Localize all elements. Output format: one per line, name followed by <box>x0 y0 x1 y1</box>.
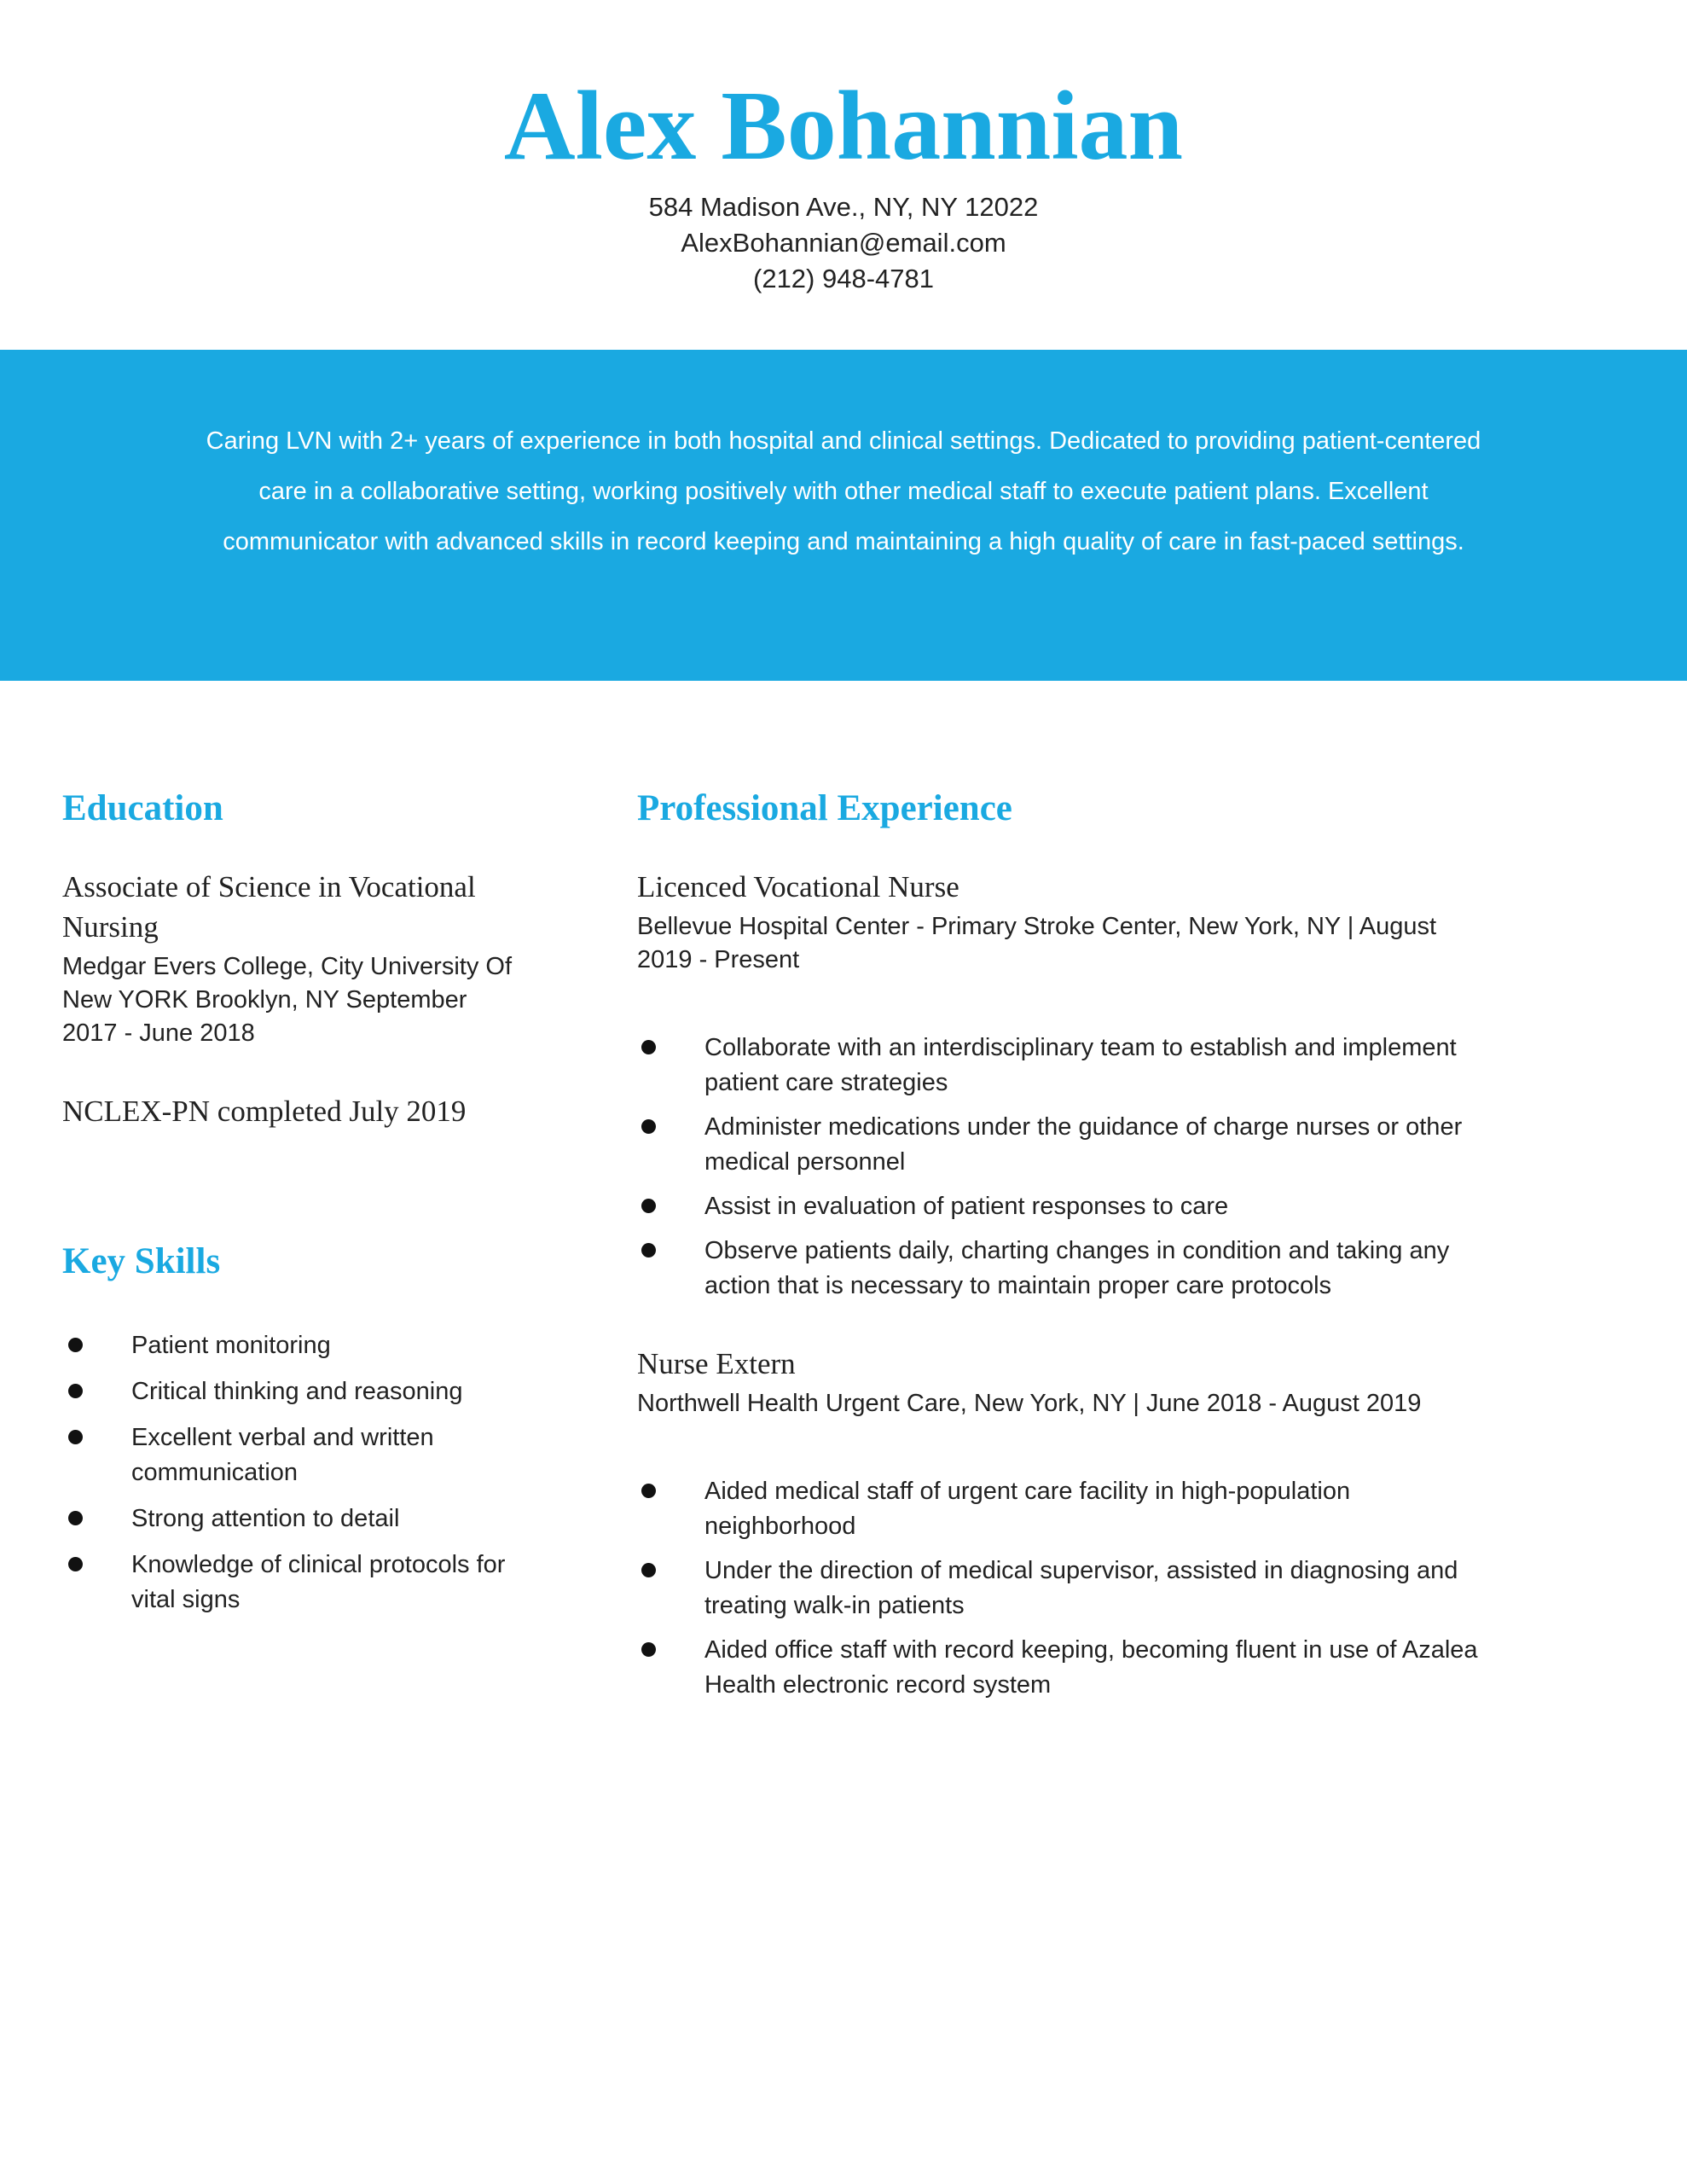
bullet-icon <box>68 1384 83 1398</box>
job-meta: Northwell Health Urgent Care, New York, NY | June 2018 - August 2019 <box>637 1390 1422 1417</box>
candidate-name: Alex Bohannian <box>503 72 1184 181</box>
skill-item: Critical thinking and reasoning <box>68 1374 529 1409</box>
job-2-bullets <box>641 1474 1494 1703</box>
degree: Associate of Science in Vocational Nursing <box>62 870 476 944</box>
job-2 <box>637 1344 1490 1420</box>
job-bullet: Aided medical staff of urgent care facility in high-population neighborhood <box>641 1474 1494 1544</box>
job-title: Nurse Extern <box>637 1347 796 1380</box>
bullet-icon <box>641 1119 656 1134</box>
phone: (212) 948-4781 <box>753 264 934 293</box>
skills-list <box>68 1328 529 1618</box>
job-bullet: Collaborate with an interdisciplinary team to establish and implement patient care strategies <box>641 1031 1494 1101</box>
summary-text: Caring LVN with 2+ years of experience in both hospital and clinical settings. Dedicated to providing patient-centered care in a collaborative setting, working positively with other medical staff to execute patient plans. Excellent communicator with advanced skills in record keeping and maintaining a high quality of care in fast-paced settings. <box>206 427 1481 555</box>
education-section <box>62 867 523 1131</box>
bullet-icon <box>641 1484 656 1498</box>
bullet-icon <box>641 1642 656 1657</box>
skill-item: Strong attention to detail <box>68 1502 529 1536</box>
bullet-icon <box>641 1563 656 1577</box>
job-1-bullets <box>641 1031 1494 1304</box>
job-bullet: Observe patients daily, charting changes in condition and taking any action that is necessary to maintain proper care protocols <box>641 1234 1494 1304</box>
email: AlexBohannian@email.com <box>681 228 1006 258</box>
education-heading: Education <box>62 788 223 828</box>
bullet-icon <box>641 1199 656 1213</box>
bullet-icon <box>641 1243 656 1258</box>
bullet-icon <box>641 1040 656 1054</box>
skills-heading: Key Skills <box>62 1241 221 1281</box>
job-1 <box>637 867 1490 977</box>
certification: NCLEX-PN completed July 2019 <box>62 1095 467 1128</box>
job-bullet: Administer medications under the guidance of charge nurses or other medical personnel <box>641 1110 1494 1180</box>
skill-item: Knowledge of clinical protocols for vital signs <box>68 1548 529 1618</box>
skill-item: Patient monitoring <box>68 1328 529 1363</box>
experience-heading: Professional Experience <box>637 788 1012 828</box>
job-bullet: Under the direction of medical supervisor, assisted in diagnosing and treating walk-in patients <box>641 1554 1494 1623</box>
skill-item: Excellent verbal and written communication <box>68 1420 529 1490</box>
job-title: Licenced Vocational Nurse <box>637 870 959 903</box>
bullet-icon <box>68 1511 83 1525</box>
contact-info <box>0 189 1687 297</box>
job-bullet: Aided office staff with record keeping, becoming fluent in use of Azalea Health electronic record system <box>641 1633 1494 1703</box>
address: 584 Madison Ave., NY, NY 12022 <box>648 192 1039 222</box>
bullet-icon <box>68 1557 83 1571</box>
job-bullet: Assist in evaluation of patient responses to care <box>641 1189 1494 1224</box>
education-details: Medgar Evers College, City University Of New YORK Brooklyn, NY September 2017 - June 2018 <box>62 953 512 1047</box>
bullet-icon <box>68 1338 83 1352</box>
job-meta: Bellevue Hospital Center - Primary Stroke Center, New York, NY | August 2019 - Present <box>637 913 1437 973</box>
bullet-icon <box>68 1430 83 1444</box>
